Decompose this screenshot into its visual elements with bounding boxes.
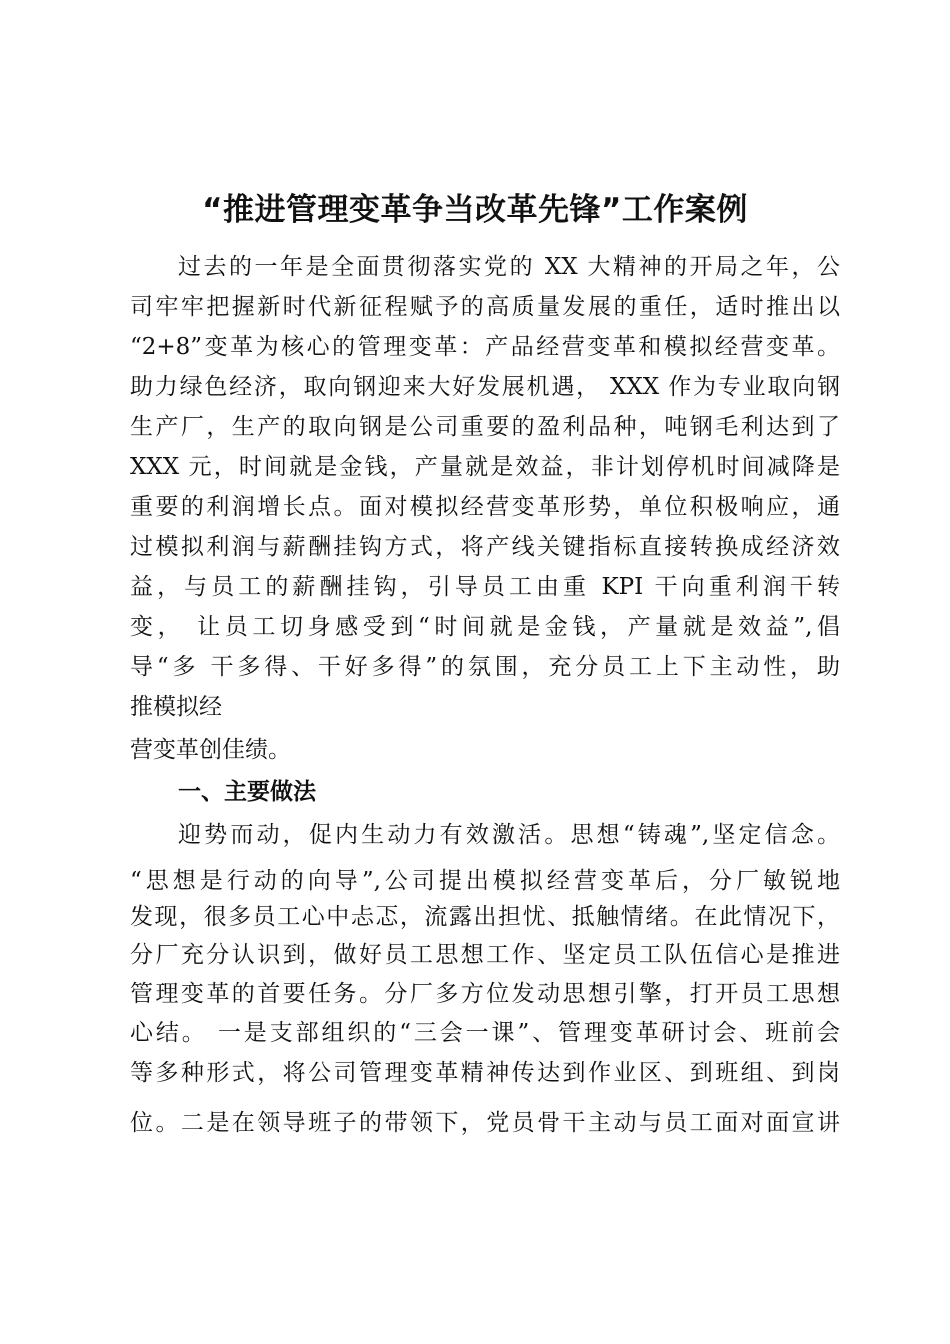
paragraph-1-line: XXX 元，时间就是金钱，产量就是效益，非计划停机时间减降是 [130, 454, 840, 480]
paragraph-1-line: 司牢牢把握新时代新征程赋予的高质量发展的重任，适时推出以 [130, 294, 840, 320]
paragraph-1-line: 变， 让员工切身感受到“时间就是金钱，产量就是效益”,倡 [130, 614, 840, 640]
paragraph-1-line: 助力绿色经济，取向钢迎来大好发展机遇， XXX 作为专业取向钢 [130, 374, 840, 400]
paragraph-1-line: 过去的一年是全面贯彻落实党的 XX 大精神的开局之年，公 [178, 254, 840, 280]
paragraph-2-line: 迎势而动，促内生动力有效激活。思想“铸魂”,坚定信念。 [178, 822, 840, 848]
paragraph-2-line: 心结。 一是支部组织的“三会一课”、管理变革研讨会、班前会 [130, 1020, 840, 1046]
paragraph-2-line: 等多种形式，将公司管理变革精神传达到作业区、到班组、到岗 [130, 1060, 840, 1086]
document-title: “推进管理变革争当改革先锋”工作案例 [202, 192, 748, 228]
paragraph-1-line: 重要的利润增长点。面对模拟经营变革形势，单位积极响应，通 [130, 494, 840, 520]
paragraph-2-line: 管理变革的首要任务。分厂多方位发动思想引擎，打开员工思想 [130, 981, 840, 1007]
section-heading: 一、主要做法 [178, 779, 316, 805]
paragraph-2-line: 发现，很多员工心中忐忑，流露出担忧、抵触情绪。在此情况下， [130, 904, 840, 930]
paragraph-1-line: “2+8”变革为核心的管理变革：产品经营变革和模拟经营变革。 [130, 334, 840, 360]
paragraph-1-line: 推模拟经 [130, 694, 222, 720]
paragraph-1-line: 导“多 干多得、干好多得”的氛围，充分员工上下主动性，助 [130, 654, 840, 680]
paragraph-1-line: 营变革创佳绩。 [130, 737, 291, 763]
paragraph-1-line: 益，与员工的薪酬挂钩，引导员工由重 KPI 干向重利润干转 [130, 574, 840, 600]
paragraph-1-line: 生产厂，生产的取向钢是公司重要的盈利品种，吨钢毛利达到了 [130, 414, 840, 440]
paragraph-2-line: 分厂充分认识到，做好员工思想工作、坚定员工队伍信心是推进 [130, 942, 840, 968]
paragraph-2-line: 位。二是在领导班子的带领下，党员骨干主动与员工面对面宣讲 [130, 1110, 840, 1136]
paragraph-1-line: 过模拟利润与薪酬挂钩方式，将产线关键指标直接转换成经济效 [130, 534, 840, 560]
paragraph-2-line: “思想是行动的向导”,公司提出模拟经营变革后，分厂敏锐地 [130, 868, 840, 894]
